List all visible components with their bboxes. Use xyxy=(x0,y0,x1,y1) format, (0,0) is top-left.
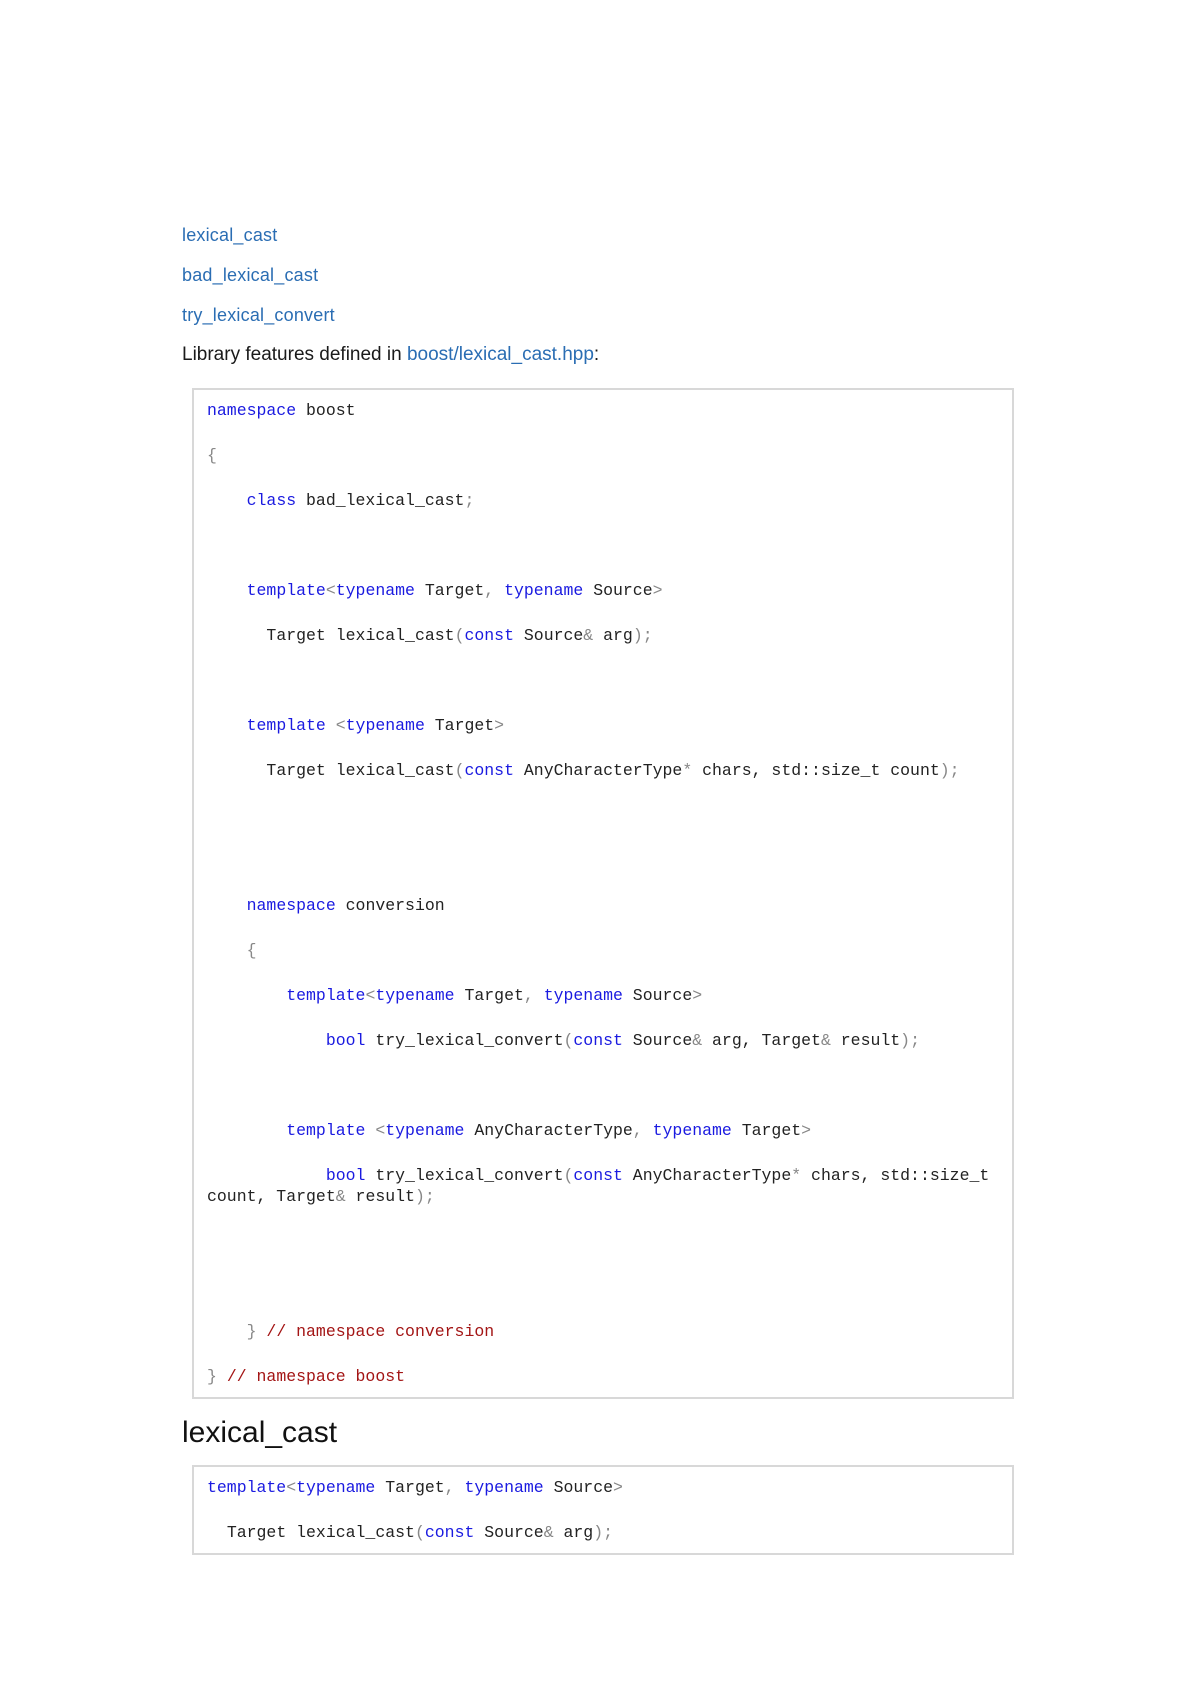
code-keyword: class xyxy=(246,491,297,510)
code-line xyxy=(207,1321,1000,1342)
code-token: { xyxy=(246,941,257,960)
code-token: ); xyxy=(414,1187,435,1206)
code-token: AnyCharacterType xyxy=(513,761,683,780)
code-keyword: typename xyxy=(652,1121,732,1140)
code-keyword: typename xyxy=(345,716,425,735)
intro-text: Library features defined in xyxy=(182,344,407,365)
section-title-lexical-cast: lexical_cast xyxy=(182,1416,338,1449)
code-token: , xyxy=(444,1478,455,1497)
code-token: ( xyxy=(414,1523,425,1542)
code-token: Source xyxy=(513,626,584,645)
code-token xyxy=(207,581,247,600)
code-token: ); xyxy=(939,761,960,780)
code-comment: // namespace boost xyxy=(226,1367,406,1386)
code-token: arg xyxy=(593,626,633,645)
code-line xyxy=(207,1366,1000,1387)
code-token: ( xyxy=(563,1031,574,1050)
code-keyword: typename xyxy=(504,581,584,600)
code-line xyxy=(207,1231,1000,1252)
header-intro xyxy=(182,340,1022,370)
code-token: try_lexical_convert xyxy=(365,1166,564,1185)
code-token: AnyCharacterType xyxy=(464,1121,633,1140)
code-token: conversion xyxy=(335,896,445,915)
code-line xyxy=(207,580,1000,601)
code-token xyxy=(207,1166,326,1185)
code-keyword: template xyxy=(286,1121,366,1140)
intro-suffix: : xyxy=(593,344,600,365)
code-token xyxy=(207,1322,247,1341)
code-keyword: template xyxy=(286,986,366,1005)
code-keyword: bool xyxy=(325,1031,366,1050)
code-line xyxy=(207,445,1000,466)
code-token: boost xyxy=(296,401,356,420)
code-keyword: const xyxy=(573,1166,623,1185)
code-token: & xyxy=(543,1523,554,1542)
code-token: Target lexical_cast xyxy=(207,761,455,780)
code-token: ); xyxy=(632,626,653,645)
code-token: * xyxy=(682,761,693,780)
code-token: < xyxy=(365,986,376,1005)
code-token: & xyxy=(335,1187,346,1206)
code-token: , xyxy=(632,1121,643,1140)
code-token: } xyxy=(246,1322,257,1341)
code-keyword: template xyxy=(207,1478,287,1497)
code-token: Target lexical_cast xyxy=(207,626,455,645)
code-keyword: typename xyxy=(296,1478,376,1497)
toc-link-try-lexical-convert[interactable]: try_lexical_convert xyxy=(182,305,335,325)
code-token: > xyxy=(494,716,505,735)
code-line xyxy=(207,1276,1000,1297)
code-token: Target lexical_cast xyxy=(207,1523,415,1542)
code-line xyxy=(207,1522,1000,1543)
synopsis-code xyxy=(207,400,1000,1387)
code-line xyxy=(207,490,1000,511)
code-token: < xyxy=(286,1478,297,1497)
code-comment: // namespace conversion xyxy=(266,1322,495,1341)
code-token xyxy=(207,896,247,915)
code-token xyxy=(207,986,286,1005)
code-token: Source xyxy=(622,986,693,1005)
code-token: > xyxy=(801,1121,812,1140)
code-token: < xyxy=(375,1121,386,1140)
code-token xyxy=(207,1121,286,1140)
code-line xyxy=(207,1165,1000,1207)
code-line xyxy=(207,1477,1000,1498)
code-token: Source xyxy=(583,581,653,600)
code-token: ( xyxy=(454,626,465,645)
toc xyxy=(182,220,1022,340)
code-token xyxy=(643,1121,653,1140)
code-token: & xyxy=(820,1031,831,1050)
code-line xyxy=(207,400,1000,421)
code-token: * xyxy=(791,1166,802,1185)
code-line xyxy=(207,1030,1000,1051)
code-token: arg, Target xyxy=(702,1031,821,1050)
code-line xyxy=(207,895,1000,916)
code-line xyxy=(207,670,1000,691)
code-token xyxy=(534,986,544,1005)
code-token: ( xyxy=(454,761,465,780)
code-token: ; xyxy=(464,491,475,510)
code-line xyxy=(207,535,1000,556)
code-keyword: typename xyxy=(464,1478,544,1497)
code-token: , xyxy=(484,581,495,600)
code-token: Target xyxy=(731,1121,802,1140)
code-token xyxy=(207,491,247,510)
code-token: try_lexical_convert xyxy=(365,1031,564,1050)
code-keyword: template xyxy=(246,581,326,600)
code-keyword: typename xyxy=(335,581,415,600)
code-token: Target xyxy=(375,1478,445,1497)
code-token xyxy=(257,1322,267,1341)
code-token xyxy=(207,716,247,735)
code-line xyxy=(207,1120,1000,1141)
code-token: & xyxy=(583,626,594,645)
signature-code-block xyxy=(192,1465,1014,1555)
code-keyword: const xyxy=(464,626,514,645)
code-token: } xyxy=(207,1367,217,1386)
code-keyword: namespace xyxy=(207,401,297,420)
code-token: > xyxy=(652,581,663,600)
page-content xyxy=(182,220,1022,1555)
code-token xyxy=(217,1367,227,1386)
code-line xyxy=(207,760,1000,781)
signature-code xyxy=(207,1477,1000,1543)
code-token xyxy=(455,1478,465,1497)
code-line xyxy=(207,625,1000,646)
code-token: Source xyxy=(543,1478,613,1497)
code-keyword: const xyxy=(424,1523,475,1542)
code-token: AnyCharacterType xyxy=(622,1166,792,1185)
code-keyword: template xyxy=(246,716,326,735)
code-token: ); xyxy=(593,1523,614,1542)
code-token: < xyxy=(325,581,336,600)
code-keyword: typename xyxy=(375,986,455,1005)
code-line xyxy=(207,850,1000,871)
code-token: Source xyxy=(622,1031,693,1050)
code-token: Target xyxy=(414,581,485,600)
code-token xyxy=(207,1031,326,1050)
code-token: arg xyxy=(553,1523,594,1542)
code-token: chars, std::size_t count, Target xyxy=(207,1166,1000,1206)
code-keyword: const xyxy=(573,1031,623,1050)
code-line xyxy=(207,805,1000,826)
code-keyword: typename xyxy=(385,1121,465,1140)
code-token: < xyxy=(335,716,346,735)
code-token: result xyxy=(345,1187,415,1206)
code-token: > xyxy=(613,1478,623,1497)
code-token: ); xyxy=(900,1031,920,1050)
code-token xyxy=(494,581,504,600)
code-token: & xyxy=(692,1031,703,1050)
code-token: > xyxy=(692,986,703,1005)
code-keyword: namespace xyxy=(246,896,336,915)
code-token: , xyxy=(523,986,534,1005)
code-line xyxy=(207,1075,1000,1096)
code-token: Target xyxy=(454,986,524,1005)
code-token: bad_lexical_cast xyxy=(296,491,465,510)
code-token: result xyxy=(830,1031,901,1050)
code-token: ( xyxy=(563,1166,574,1185)
code-token: Target xyxy=(424,716,495,735)
toc-link-lexical-cast[interactable]: lexical_cast xyxy=(182,225,278,245)
code-keyword: bool xyxy=(325,1166,366,1185)
header-link[interactable]: boost/lexical_cast.hpp xyxy=(406,344,594,365)
code-line xyxy=(207,940,1000,961)
code-line xyxy=(207,985,1000,1006)
synopsis-code-block xyxy=(192,388,1014,1399)
code-keyword: const xyxy=(464,761,514,780)
code-token xyxy=(207,941,247,960)
code-token xyxy=(326,716,336,735)
code-line xyxy=(207,715,1000,736)
code-keyword: typename xyxy=(543,986,623,1005)
code-token: chars, std::size_t count xyxy=(692,761,940,780)
code-token: { xyxy=(207,446,217,465)
code-token xyxy=(365,1121,375,1140)
toc-link-bad-lexical-cast[interactable]: bad_lexical_cast xyxy=(182,265,319,285)
code-token: Source xyxy=(474,1523,544,1542)
